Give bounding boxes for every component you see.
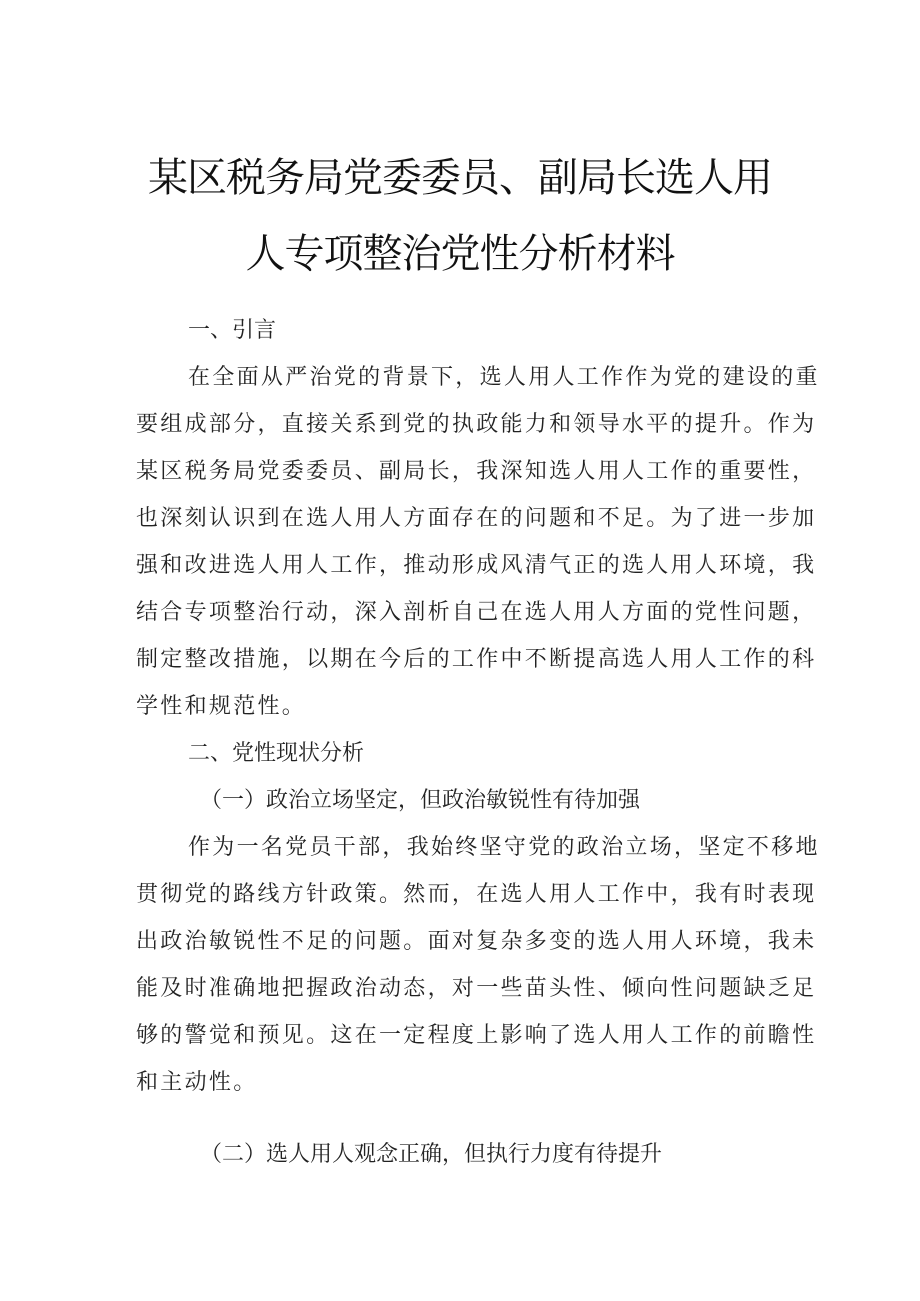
intro-paragraph-line: 学性和规范性。 xyxy=(136,694,307,719)
subsection-1-paragraph-line: 出政治敏锐性不足的问题。面对复杂多变的选人用人环境，我未 xyxy=(136,929,817,954)
section-2-heading: 二、党性现状分析 xyxy=(188,741,365,766)
intro-paragraph-line: 在全面从严治党的背景下，选人用人工作作为党的建设的重 xyxy=(188,365,820,390)
intro-paragraph-line: 也深刻认识到在选人用人方面存在的问题和不足。为了进一步加 xyxy=(136,506,817,531)
subsection-1-heading: （一）政治立场坚定，但政治敏锐性有待加强 xyxy=(200,788,641,813)
intro-paragraph-line: 要组成部分，直接关系到党的执政能力和领导水平的提升。作为 xyxy=(136,412,817,437)
subsection-1-paragraph-line: 贯彻党的路线方针政策。然而，在选人用人工作中，我有时表现 xyxy=(136,882,817,907)
subsection-2-heading: （二）选人用人观念正确，但执行力度有待提升 xyxy=(200,1142,663,1167)
subsection-1-paragraph-line: 和主动性。 xyxy=(136,1070,258,1095)
intro-paragraph-line: 制定整改措施，以期在今后的工作中不断提高选人用人工作的科 xyxy=(136,647,817,672)
intro-paragraph-line: 某区税务局党委委员、副局长，我深知选人用人工作的重要性， xyxy=(136,459,817,484)
section-1-heading: 一、引言 xyxy=(188,318,277,343)
intro-paragraph-line: 结合专项整治行动，深入剖析自己在选人用人方面的党性问题， xyxy=(136,600,817,625)
subsection-1-paragraph-line: 能及时准确地把握政治动态，对一些苗头性、倾向性问题缺乏足 xyxy=(136,976,817,1001)
subsection-1-paragraph-line: 作为一名党员干部，我始终坚守党的政治立场，坚定不移地 xyxy=(188,835,820,860)
document-title-line-1: 某区税务局党委委员、副局长选人用 xyxy=(148,155,772,201)
intro-paragraph-line: 强和改进选人用人工作，推动形成风清气正的选人用人环境，我 xyxy=(136,553,817,578)
document-title-line-2: 人专项整治党性分析材料 xyxy=(245,231,675,277)
subsection-1-paragraph-line: 够的警觉和预见。这在一定程度上影响了选人用人工作的前瞻性 xyxy=(136,1023,817,1048)
